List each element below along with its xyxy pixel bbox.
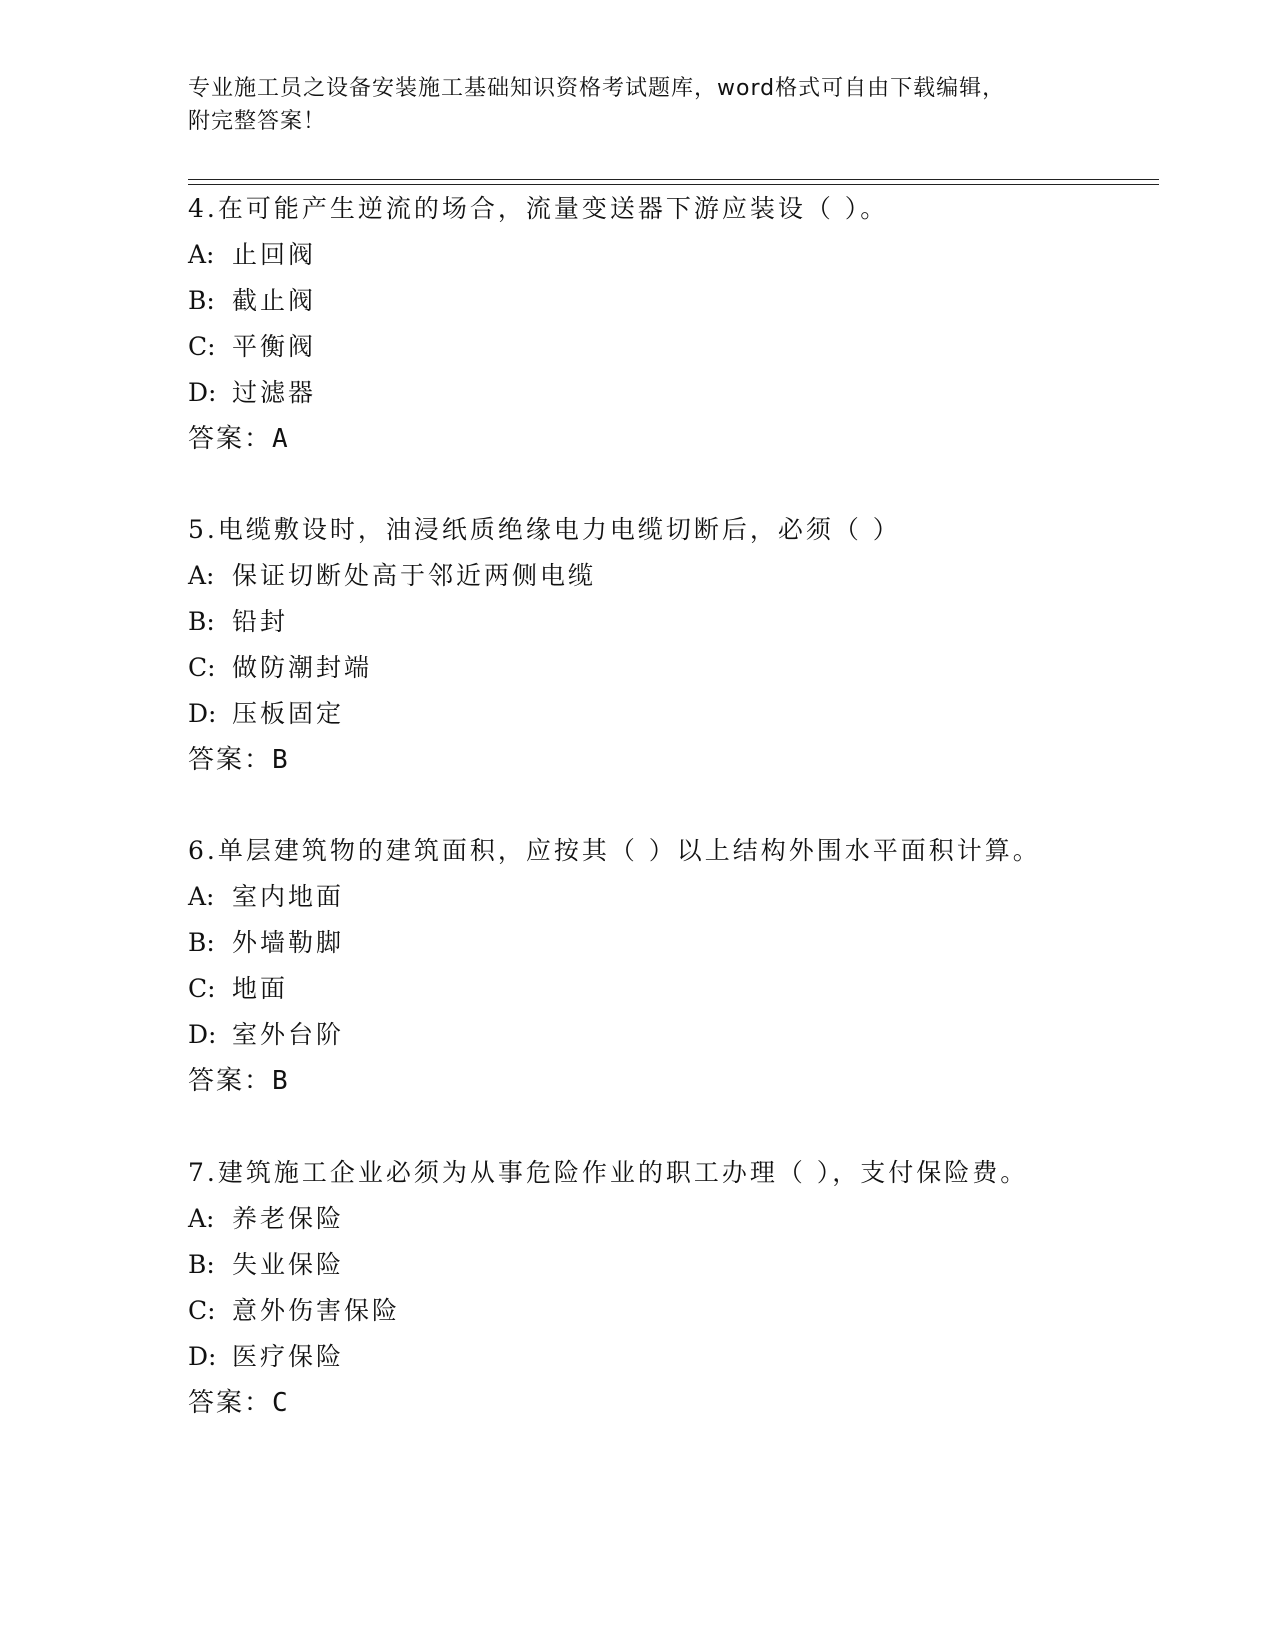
answer-line: [188, 737, 1178, 783]
answer-line: [188, 416, 1178, 462]
header-divider-top: [188, 179, 1159, 180]
option-c: [188, 1288, 1178, 1334]
header-line-1: 专业施工员之设备安装施工基础知识资格考试题库，word格式可自由下载编辑，: [188, 76, 1006, 101]
option-letter: D:: [188, 699, 217, 728]
option-d: [188, 370, 1178, 416]
option-text: 压板固定: [232, 699, 345, 728]
option-letter: D:: [188, 1342, 217, 1371]
option-c: [188, 324, 1178, 370]
option-text: 铅封: [232, 607, 289, 636]
header-divider-bottom: [188, 184, 1159, 185]
question-block: [188, 828, 1178, 1104]
option-letter: B:: [188, 928, 215, 957]
option-text: 截止阀: [232, 286, 317, 315]
option-d: [188, 1334, 1178, 1380]
question-stem: 6.单层建筑物的建筑面积，应按其（ ）以上结构外围水平面积计算。: [188, 836, 1041, 865]
option-text: 平衡阀: [232, 332, 317, 361]
option-letter: A:: [188, 882, 215, 911]
option-a: [188, 1196, 1178, 1242]
option-text: 做防潮封端: [232, 653, 373, 682]
answer-label: 答案：: [188, 424, 273, 454]
answer-value: C: [272, 1388, 290, 1418]
answer-value: B: [272, 745, 290, 775]
option-text: 医疗保险: [232, 1342, 345, 1371]
option-letter: C:: [188, 653, 216, 682]
option-letter: B:: [188, 607, 215, 636]
option-text: 止回阀: [232, 240, 317, 269]
option-letter: C:: [188, 1296, 216, 1325]
question-block: [188, 186, 1178, 462]
header-line-2: 附完整答案！: [188, 109, 327, 134]
option-text: 室外台阶: [232, 1020, 345, 1049]
option-letter: C:: [188, 332, 216, 361]
option-a: [188, 553, 1178, 599]
option-letter: D:: [188, 1020, 217, 1049]
option-letter: B:: [188, 286, 215, 315]
option-letter: C:: [188, 974, 216, 1003]
option-text: 过滤器: [232, 378, 317, 407]
answer-value: A: [272, 424, 290, 454]
option-text: 外墙勒脚: [232, 928, 345, 957]
option-text: 意外伤害保险: [232, 1296, 401, 1325]
option-letter: A:: [188, 1204, 215, 1233]
answer-line: [188, 1058, 1178, 1104]
answer-label: 答案：: [188, 745, 273, 775]
answer-label: 答案：: [188, 1066, 273, 1096]
option-b: [188, 278, 1178, 324]
answer-value: B: [272, 1066, 290, 1096]
option-c: [188, 966, 1178, 1012]
question-stem: 4.在可能产生逆流的场合，流量变送器下游应装设（ ）。: [188, 194, 889, 223]
option-letter: D:: [188, 378, 217, 407]
option-text: 室内地面: [232, 882, 345, 911]
option-text: 养老保险: [232, 1204, 345, 1233]
option-c: [188, 645, 1178, 691]
option-b: [188, 1242, 1178, 1288]
question-block: [188, 507, 1178, 783]
option-letter: A:: [188, 561, 215, 590]
option-text: 地面: [232, 974, 289, 1003]
option-a: [188, 232, 1178, 278]
answer-line: [188, 1380, 1178, 1426]
answer-label: 答案：: [188, 1388, 273, 1418]
option-letter: A:: [188, 240, 215, 269]
option-b: [188, 599, 1178, 645]
option-text: 失业保险: [232, 1250, 345, 1279]
option-letter: B:: [188, 1250, 215, 1279]
question-stem: 7.建筑施工企业必须为从事危险作业的职工办理（ ），支付保险费。: [188, 1158, 1029, 1187]
question-block: [188, 1150, 1178, 1426]
option-d: [188, 691, 1178, 737]
option-b: [188, 920, 1178, 966]
option-d: [188, 1012, 1178, 1058]
document-header: [188, 72, 1088, 138]
question-stem: 5.电缆敷设时，油浸纸质绝缘电力电缆切断后，必须（ ）: [188, 515, 901, 544]
option-a: [188, 874, 1178, 920]
option-text: 保证切断处高于邻近两侧电缆: [232, 561, 597, 590]
